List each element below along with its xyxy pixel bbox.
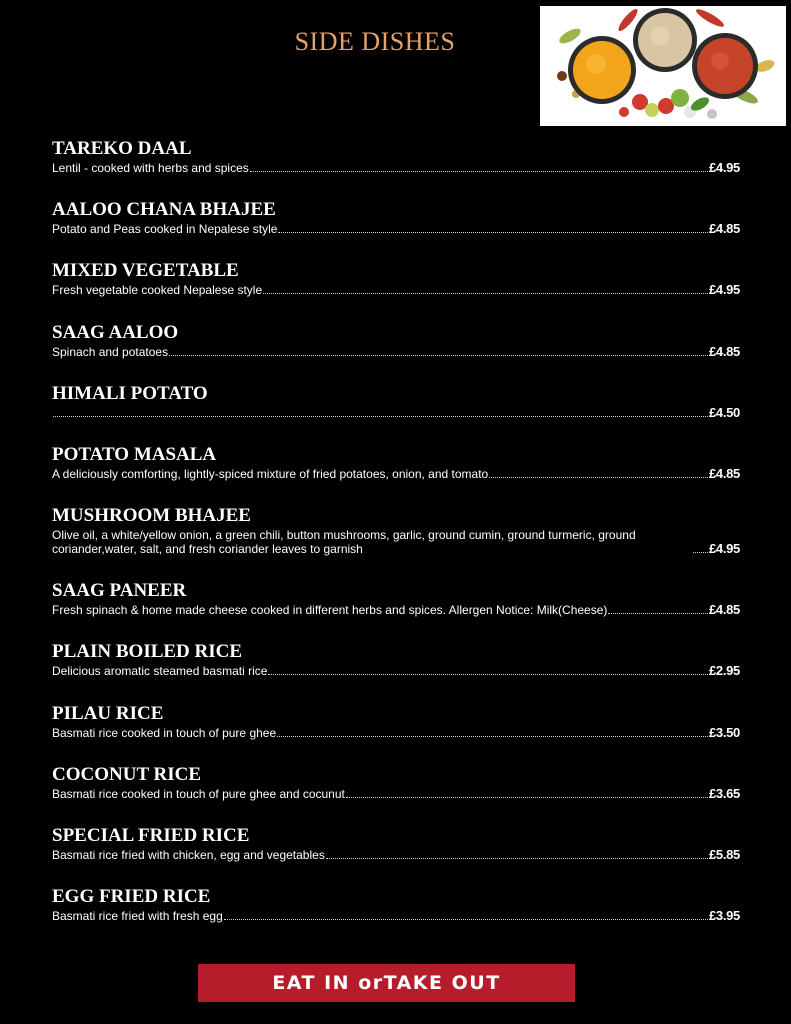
item-description: Delicious aromatic steamed basmati rice <box>52 664 268 679</box>
item-price: £4.95 <box>708 541 740 557</box>
spice-bowls-icon <box>540 6 786 126</box>
item-row <box>52 909 740 923</box>
dot-leader <box>268 673 708 675</box>
item-price: £4.85 <box>708 221 740 237</box>
item-name: AALOO CHANA BHAJEE <box>52 199 276 221</box>
item-price: £3.65 <box>708 785 740 801</box>
item-description: Fresh vegetable cooked Nepalese style <box>52 283 263 298</box>
menu-item-saag-aaloo <box>52 321 742 382</box>
eat-in-take-out-button[interactable]: EAT IN orTAKE OUT <box>198 964 575 1002</box>
item-row <box>52 222 740 236</box>
item-price: £3.50 <box>708 724 740 740</box>
item-row <box>52 787 740 801</box>
item-price: £4.85 <box>708 465 740 481</box>
item-name: PILAU RICE <box>52 702 164 724</box>
dot-leader <box>277 735 708 737</box>
dot-leader <box>326 857 708 859</box>
item-description: Spinach and potatoes <box>52 344 169 359</box>
item-description: Potato and Peas cooked in Nepalese style <box>52 222 278 237</box>
item-price: £4.85 <box>708 602 740 618</box>
menu-item-special-fried-rice <box>52 824 742 885</box>
menu-item-himali-potato <box>52 382 742 443</box>
page-title: SIDE DISHES <box>294 27 456 56</box>
dot-leader <box>489 476 708 478</box>
item-row <box>52 345 740 359</box>
item-name: TAREKO DAAL <box>52 138 192 159</box>
item-name: MIXED VEGETABLE <box>52 260 239 282</box>
item-name: HIMALI POTATO <box>52 382 208 404</box>
menu-item-mushroom-bhajee <box>52 504 742 579</box>
menu-item-aaloo-chana-bhajee <box>52 198 742 259</box>
item-row <box>52 467 740 481</box>
dot-leader <box>346 796 708 798</box>
item-row <box>52 664 740 678</box>
spice-bowls-image <box>540 6 786 126</box>
dot-leader <box>53 415 708 417</box>
dot-leader <box>278 231 707 233</box>
item-description: Basmati rice cooked in touch of pure ghee and cocunut <box>52 786 345 801</box>
item-row <box>52 848 740 862</box>
menu-item-tareko-daal <box>52 137 742 198</box>
menu-item-potato-masala <box>52 443 742 504</box>
item-row <box>52 528 740 556</box>
item-price: £2.95 <box>708 663 740 679</box>
dot-leader <box>608 612 708 614</box>
dot-leader <box>693 551 708 553</box>
item-name: SAAG AALOO <box>52 321 179 343</box>
item-row <box>52 406 740 420</box>
dot-leader <box>250 170 708 172</box>
item-row <box>52 283 740 297</box>
item-name: PLAIN BOILED RICE <box>52 641 243 663</box>
dot-leader <box>263 292 708 294</box>
item-description: Lentil - cooked with herbs and spices <box>52 161 249 175</box>
item-price: £4.50 <box>708 404 740 420</box>
menu-item-coconut-rice <box>52 763 742 824</box>
item-description: Fresh spinach & home made cheese cooked in different herbs and spices. Allergen Notice: Milk(Cheese) <box>52 603 608 618</box>
item-row <box>52 161 740 175</box>
menu-list <box>52 137 742 946</box>
dot-leader <box>224 918 708 920</box>
menu-item-saag-paneer <box>52 579 742 640</box>
dot-leader <box>169 354 708 356</box>
item-price: £4.95 <box>708 282 740 298</box>
item-name: MUSHROOM BHAJEE <box>52 505 251 527</box>
menu-item-mixed-vegetable <box>52 259 742 320</box>
item-name: SPECIAL FRIED RICE <box>52 824 250 846</box>
item-name: POTATO MASALA <box>52 443 217 465</box>
item-row <box>52 726 740 740</box>
item-price: £4.85 <box>708 343 740 359</box>
item-name: SAAG PANEER <box>52 580 187 602</box>
menu-item-pilau-rice <box>52 702 742 763</box>
item-description: Basmati rice fried with chicken, egg and vegetables <box>52 847 325 862</box>
item-description: Basmati rice cooked in touch of pure ghee <box>52 725 277 740</box>
item-price: £5.85 <box>708 846 740 862</box>
item-name: COCONUT RICE <box>52 763 202 785</box>
item-description: Olive oil, a white/yellow onion, a green chili, button mushrooms, garlic, ground cumin, ground turmeric, ground coriander,water, salt, and fresh coriander leaves to garnish <box>52 528 636 557</box>
item-row <box>52 603 740 617</box>
item-description: A deliciously comforting, lightly-spiced mixture of fried potatoes, onion, and tomato <box>52 466 489 481</box>
item-price: £3.95 <box>708 908 740 924</box>
item-price: £4.95 <box>708 160 740 175</box>
menu-item-egg-fried-rice <box>52 885 742 946</box>
item-name: EGG FRIED RICE <box>52 886 211 908</box>
menu-item-plain-boiled-rice <box>52 640 742 701</box>
item-description: Basmati rice fried with fresh egg <box>52 909 223 924</box>
